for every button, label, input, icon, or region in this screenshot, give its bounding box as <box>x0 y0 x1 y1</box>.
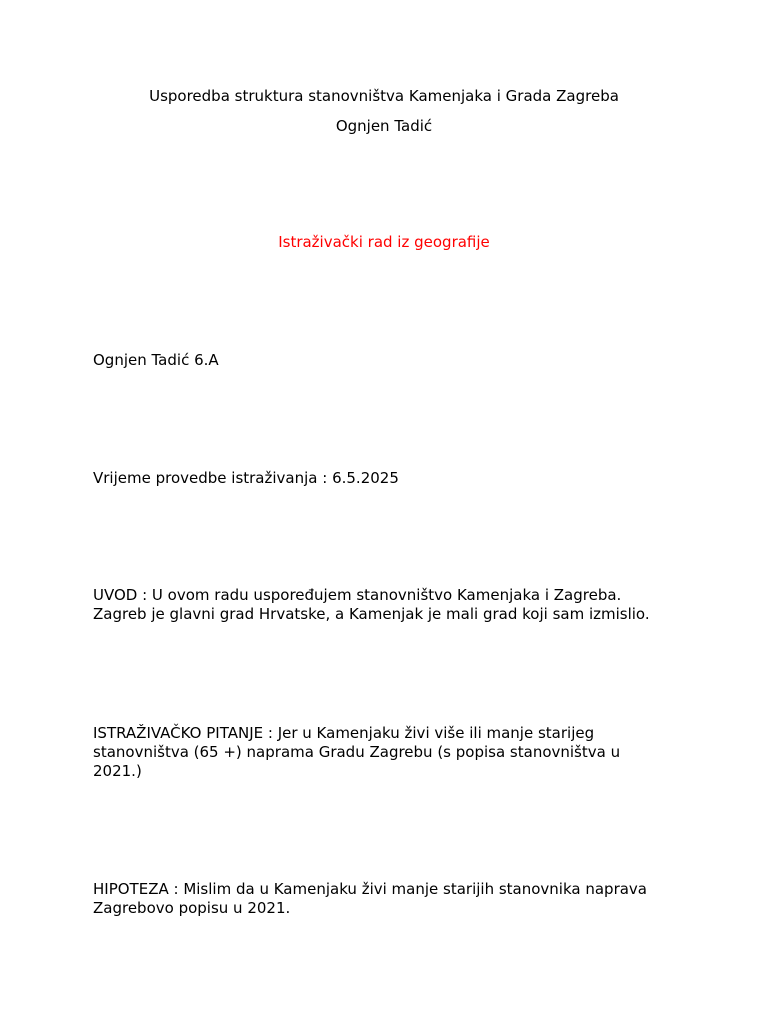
intro-line: Zagreb je glavni grad Hrvatske, a Kamenjak je mali grad koji sam izmislio. <box>93 605 650 623</box>
hypothesis-line: HIPOTEZA : Mislim da u Kamenjaku živi manje starijih stanovnika naprava <box>93 880 648 898</box>
hypothesis-paragraph <box>93 880 693 918</box>
research-question-line: 2021.) <box>93 762 142 780</box>
research-question-paragraph <box>93 724 693 781</box>
student-line: Ognjen Tadić 6.A <box>93 351 219 369</box>
research-question-line: ISTRAŽIVAČKO PITANJE : Jer u Kamenjaku živi više ili manje starijeg <box>93 724 595 742</box>
date-line: Vrijeme provedbe istraživanja : 6.5.2025 <box>93 469 399 487</box>
document-author: Ognjen Tadić <box>335 117 433 135</box>
research-question-line: stanovništva (65 +) naprama Gradu Zagrebu (s popisa stanovništva u <box>93 743 621 761</box>
intro-line: UVOD : U ovom radu uspoređujem stanovništvo Kamenjaka i Zagreba. <box>93 586 622 604</box>
intro-paragraph <box>93 586 693 624</box>
document-subtitle: Istraživački rad iz geografije <box>278 233 490 251</box>
document-title: Usporedba struktura stanovništva Kamenjaka i Grada Zagreba <box>149 87 619 105</box>
hypothesis-line: Zagrebovo popisu u 2021. <box>93 899 291 917</box>
